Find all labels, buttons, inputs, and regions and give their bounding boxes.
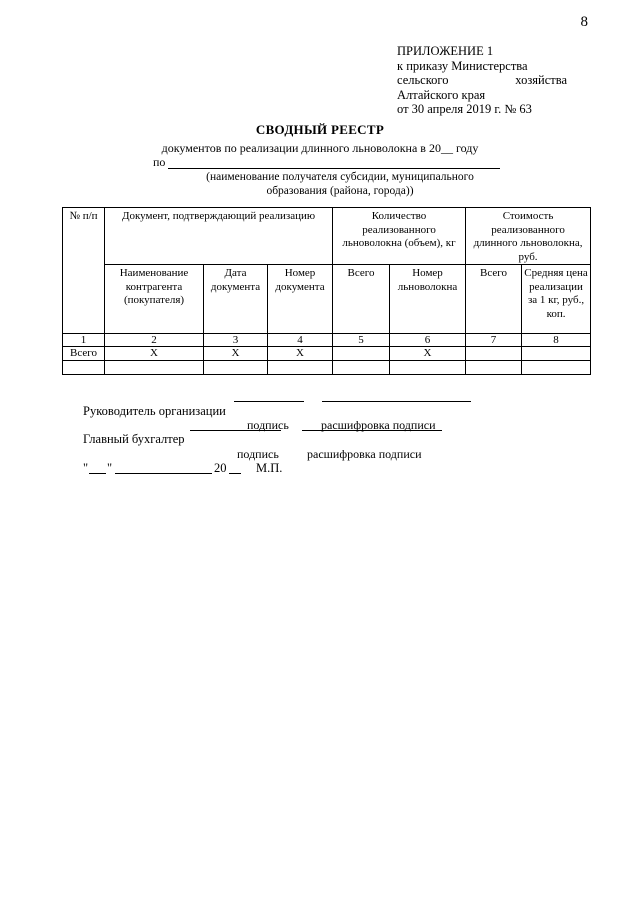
empty-cell (466, 361, 522, 375)
annex-line-1: ПРИЛОЖЕНИЕ 1 (397, 44, 494, 58)
total-cell: Х (105, 347, 204, 361)
head-decoding-line (322, 401, 471, 402)
recipient-line (168, 168, 500, 169)
annex-line-3a: сельского (397, 73, 449, 88)
total-cell: Х (390, 347, 466, 361)
total-cell (466, 347, 522, 361)
head-decoding-caption: расшифровка подписи (321, 418, 436, 432)
accountant-signature-caption: подпись (237, 447, 279, 461)
stamp-label: М.П. (256, 461, 283, 475)
date-month-line (115, 473, 212, 474)
total-row (63, 347, 591, 361)
empty-cell (105, 361, 204, 375)
column-number: 6 (390, 334, 466, 347)
accountant-decoding-caption: расшифровка подписи (307, 447, 422, 461)
annex-line-5: от 30 апреля 2019 г. № 63 (397, 102, 532, 117)
accountant-label: Главный бухгалтер (83, 432, 185, 446)
subheader-counterparty: Наименование контрагента (покупателя) (105, 265, 204, 334)
head-signature-caption: подпись (247, 418, 289, 432)
header-cost: Стоимость реализованного длинного льноволокна, руб. (466, 208, 591, 265)
header-quantity: Количество реализованного льноволокна (объем), кг (333, 208, 466, 265)
column-number: 3 (204, 334, 268, 347)
head-label: Руководитель организации (83, 404, 226, 418)
document-subtitle: документов по реализации длинного льноволокна в 20__ году (161, 141, 479, 155)
date-year-line (229, 473, 241, 474)
column-number: 8 (522, 334, 591, 347)
subheader-cost-total: Всего (466, 265, 522, 334)
empty-cell (390, 361, 466, 375)
date-year-prefix: 20 (214, 461, 227, 475)
empty-row (63, 361, 591, 375)
header-num: № п/п (63, 208, 105, 334)
column-number: 1 (63, 334, 105, 347)
total-cell: Х (268, 347, 333, 361)
recipient-note-line-2: образования (района, города)) (266, 184, 414, 197)
subheader-avg-price: Средняя цена реализации за 1 кг, руб., коп. (522, 265, 591, 334)
po-label: по (153, 155, 166, 169)
date-quote-close: " (107, 461, 113, 475)
annex-header (397, 44, 597, 117)
empty-cell (522, 361, 591, 375)
registry-table (62, 207, 591, 375)
annex-line-2: к приказу Министерства (397, 58, 528, 73)
column-number: 2 (105, 334, 204, 347)
empty-cell (63, 361, 105, 375)
document-title: СВОДНЫЙ РЕЕСТР (255, 122, 385, 137)
total-cell (333, 347, 390, 361)
subheader-doc-number: Номер документа (268, 265, 333, 334)
header-row (63, 208, 591, 265)
head-signature-line (234, 401, 304, 402)
subheader-doc-date: Дата документа (204, 265, 268, 334)
recipient-note-line-1: (наименование получателя субсидии, муниципального (206, 171, 474, 183)
accountant-signature-line (190, 430, 281, 431)
total-cell (522, 347, 591, 361)
subheader-row (63, 265, 591, 334)
accountant-decoding-line (302, 430, 442, 431)
empty-cell (204, 361, 268, 375)
total-cell: Х (204, 347, 268, 361)
column-number: 5 (333, 334, 390, 347)
annex-line-4: Алтайского края (397, 87, 486, 102)
empty-cell (333, 361, 390, 375)
column-number: 7 (466, 334, 522, 347)
subheader-fiber-number: Номер льноволокна (390, 265, 466, 334)
column-number-row (63, 334, 591, 347)
total-cell: Всего (63, 347, 105, 361)
date-quote-open: " (83, 461, 89, 475)
page-number: 8 (580, 14, 588, 30)
subheader-qty-total: Всего (333, 265, 390, 334)
date-day-line (89, 473, 106, 474)
empty-cell (268, 361, 333, 375)
header-document: Документ, подтверждающий реализацию (105, 208, 333, 265)
annex-line-3 (397, 73, 567, 88)
annex-line-3b: хозяйства (515, 73, 567, 88)
recipient-note (180, 171, 500, 198)
column-number: 4 (268, 334, 333, 347)
